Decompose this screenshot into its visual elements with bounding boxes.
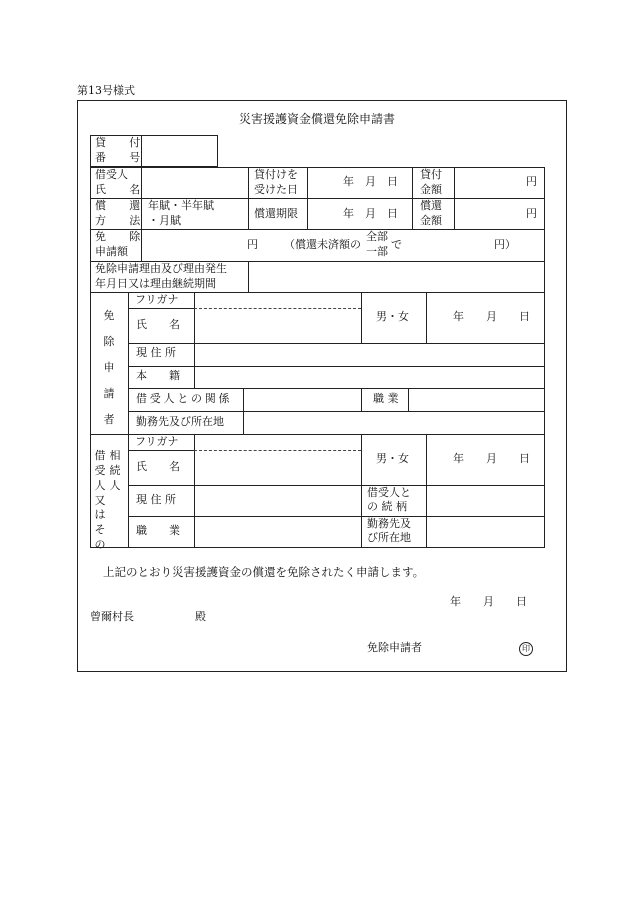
addressee: 曾爾村長 [90, 610, 134, 623]
applicant-workplace-label: 勤務先及び所在地 [136, 415, 224, 428]
heir-address-label: 現 住 所 [136, 493, 176, 506]
loan-number-field[interactable] [146, 144, 214, 158]
loan-date-label-2: 受けた日 [254, 183, 298, 196]
applicant-furigana-label: フリガナ [135, 293, 179, 306]
heir-workplace-label-2: び所在地 [367, 531, 411, 544]
heir-furigana-label: フリガナ [135, 435, 179, 448]
repayment-amount-unit: 円 [526, 207, 537, 220]
applicant-side-label: 免除申請者 [103, 309, 115, 426]
borrower-label-1: 借受人 [95, 168, 128, 181]
heir-occupation-label: 職 業 [136, 524, 180, 537]
applicant-gender[interactable]: 男・女 [376, 310, 409, 323]
loan-amount-unit: 円 [526, 175, 537, 188]
applicant-name-label: 氏 名 [136, 318, 180, 331]
exemption-note-prefix: （償還未済額の [284, 238, 361, 251]
borrower-name-field[interactable] [146, 176, 242, 190]
applicant-address-label: 現 住 所 [136, 346, 176, 359]
repayment-amount-label-2: 金額 [420, 214, 442, 227]
honorific: 殿 [195, 610, 206, 623]
exemption-amount-unit: 円 [247, 238, 258, 251]
applicant-relation-label: 借受人との関係 [136, 392, 233, 405]
loan-amount-label-2: 金額 [420, 183, 442, 196]
borrower-label-2: 氏 名 [95, 183, 151, 196]
exemption-option-all[interactable]: 全部 [366, 230, 388, 243]
repayment-method-option-1[interactable]: 年賦・半年賦 [148, 199, 214, 212]
heir-relation-label-1: 借受人と [367, 486, 411, 499]
exemption-amount-label-2: 申請額 [95, 245, 128, 258]
applicant-birth-date[interactable]: 年 月 日 [453, 310, 530, 323]
heir-side-label-col1: 相続人 [109, 449, 121, 492]
seal-mark: 印 [519, 642, 533, 656]
applicant-domicile-label: 本 籍 [136, 369, 180, 382]
form-title: 災害援護資金償還免除申請書 [239, 112, 396, 126]
loan-date-label-1: 貸付けを [254, 168, 298, 181]
heir-workplace-label-1: 勤務先及 [367, 517, 411, 530]
heir-name-label: 氏 名 [136, 460, 180, 473]
heir-side-label-col2: 借受人又はその [94, 449, 106, 552]
heir-gender[interactable]: 男・女 [376, 452, 409, 465]
repayment-amount-label-1: 償還 [420, 199, 442, 212]
repayment-period-label: 償還期限 [254, 207, 298, 220]
reason-label-1: 免除申請理由及び理由発生 [95, 262, 227, 275]
reason-field[interactable] [254, 270, 539, 284]
exemption-amount-unit-2: 円） [494, 238, 516, 251]
exemption-option-part[interactable]: 一部 [366, 245, 388, 258]
applicant-sign-label: 免除申請者 [367, 641, 422, 654]
loan-amount-label-1: 貸付 [420, 168, 442, 181]
repayment-method-label-1: 償 還 [95, 199, 151, 212]
form-number: 第13号様式 [77, 84, 135, 97]
exemption-note-suffix: で [391, 238, 402, 251]
applicant-occupation-label: 職 業 [373, 392, 399, 405]
reason-label-2: 年月日又は理由継続期間 [95, 277, 216, 290]
loan-number-label-2: 番 号 [95, 151, 151, 164]
statement-text: 上記のとおり災害援護資金の償還を免除されたく申請します。 [103, 565, 425, 579]
loan-number-label-1: 貸 付 [95, 136, 151, 149]
repayment-method-option-2[interactable]: ・月賦 [148, 214, 181, 227]
exemption-amount-label-1: 免 除 [95, 230, 151, 243]
heir-relation-label-2: の 続 柄 [367, 500, 407, 513]
heir-birth-date[interactable]: 年 月 日 [453, 452, 530, 465]
loan-date-value[interactable]: 年 月 日 [343, 175, 398, 188]
repayment-period-value[interactable]: 年 月 日 [343, 207, 398, 220]
submission-date[interactable]: 年 月 日 [450, 595, 527, 608]
repayment-method-label-2: 方 法 [95, 214, 151, 227]
